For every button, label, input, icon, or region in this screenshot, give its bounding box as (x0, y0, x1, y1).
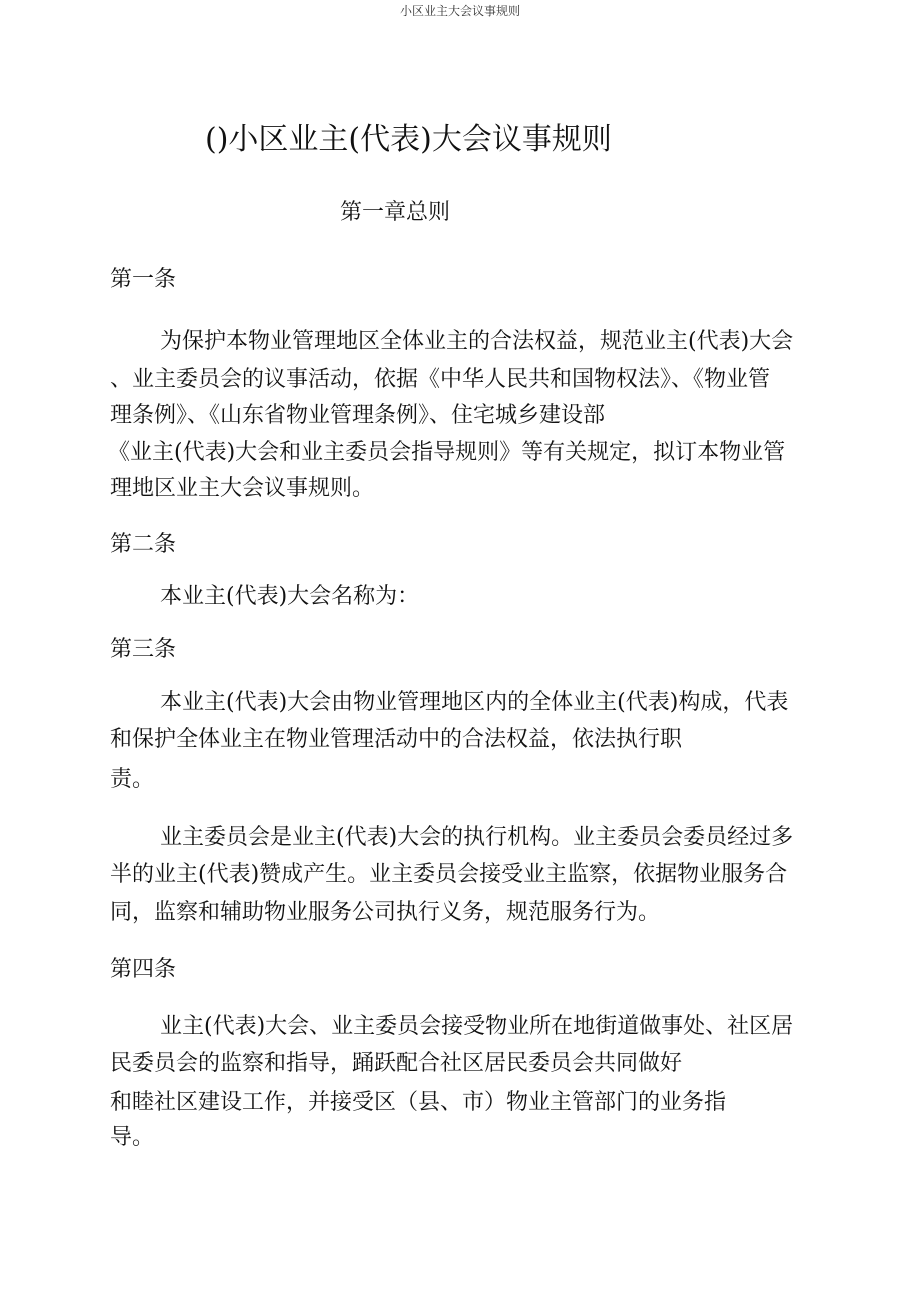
paragraph-line: 半的业主(代表)赞成产生。业主委员会接受业主监察，依据物业服务合 (110, 862, 788, 887)
chapter-heading: 第一章总则 (340, 200, 451, 225)
paragraph-line: 和睦社区建设工作，并接受区（县、市）物业主管部门的业务指 (110, 1090, 727, 1115)
paragraph-line: 理条例》、《山东省物业管理条例》、住宅城乡建设部 (110, 403, 606, 428)
paragraph-line: 民委员会的监察和指导，踊跃配合社区居民委员会共同做好 (110, 1051, 683, 1076)
paragraph-line: 同，监察和辅助物业服务公司执行义务，规范服务行为。 (110, 900, 661, 925)
paragraph-line: 、业主委员会的议事活动，依据《中华人民共和国物权法》、《物业管 (110, 367, 771, 392)
page-header: 小区业主大会议事规则 (399, 4, 520, 18)
document-title: ()小区业主(代表)大会议事规则 (205, 122, 612, 157)
article-heading: 第三条 (110, 637, 177, 662)
paragraph-line: 业主(代表)大会、业主委员会接受物业所在地街道做事处、社区居 (160, 1014, 794, 1039)
paragraph-line: 理地区业主大会议事规则。 (110, 476, 375, 501)
paragraph-line: 业主委员会是业主(代表)大会的执行机构。业主委员会委员经过多 (160, 825, 794, 850)
article-heading: 第一条 (110, 267, 177, 292)
paragraph-line: 导。 (110, 1125, 155, 1150)
paragraph-line: 为保护本物业管理地区全体业主的合法权益，规范业主(代表)大会 (160, 329, 794, 354)
paragraph-line: 责。 (110, 767, 155, 792)
article-heading: 第二条 (110, 532, 177, 557)
paragraph-line: 和保护全体业主在物业管理活动中的合法权益，依法执行职 (110, 727, 683, 752)
paragraph-line: 本业主(代表)大会名称为： (160, 584, 420, 609)
paragraph-line: 《业主(代表)大会和业主委员会指导规则》等有关规定，拟订本物业管 (108, 440, 786, 465)
paragraph-line: 本业主(代表)大会由物业管理地区内的全体业主(代表)构成，代表 (160, 690, 789, 715)
article-heading: 第四条 (110, 957, 177, 982)
